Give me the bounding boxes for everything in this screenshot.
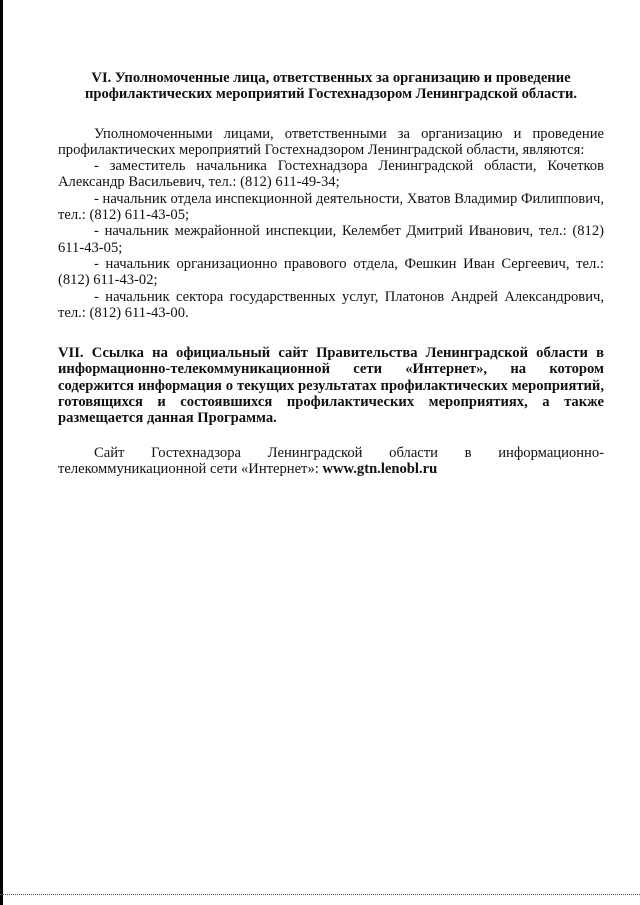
list-item: - начальник сектора государственных услуг, Платонов Андрей Александрович, тел.: (812) 611-43-00.: [58, 288, 604, 321]
list-item: - заместитель начальника Гостехнадзора Ленинградской области, Кочетков Александр Васильевич, тел.: (812) 611-49-34;: [58, 158, 604, 191]
document-body: [58, 70, 604, 477]
section-6-heading: VI. Уполномоченные лица, ответственных за организацию и проведение профилактических мероприятий Гостехнадзором Ленинградской области.: [84, 70, 578, 103]
site-paragraph: [58, 445, 604, 478]
list-item: - начальник отдела инспекционной деятельности, Хватов Владимир Филиппович, тел.: (812) 611-43-05;: [58, 190, 604, 224]
section-7-heading: VII. Ссылка на официальный сайт Правительства Ленинградской области в информационно-телекоммуникационной сети «Интернет», на котором содержится информация о текущих результатах профилактических мероприятий, готовящихся и состоявшихся профилактических мероприятиях, а также размещается данная Программа.: [58, 345, 604, 427]
section-6-intro: Уполномоченными лицами, ответственными за организацию и проведение профилактических мероприятий Гостехнадзором Ленинградской области, являются:: [58, 125, 604, 158]
site-text: Сайт Гостехнадзора Ленинградской области в информационно-телекоммуникационной сети «Интернет»:: [58, 444, 604, 477]
page-bottom-edge: [0, 894, 640, 895]
list-item: - начальник межрайонной инспекции, Келембет Дмитрий Иванович, тел.: (812) 611-43-05;: [58, 223, 604, 256]
list-item: - начальник организационно правового отдела, Фешкин Иван Сергеевич, тел.: (812) 611-43-02;: [58, 255, 604, 289]
site-url: www.gtn.lenobl.ru: [322, 460, 438, 477]
page-edge-line: [0, 0, 3, 905]
